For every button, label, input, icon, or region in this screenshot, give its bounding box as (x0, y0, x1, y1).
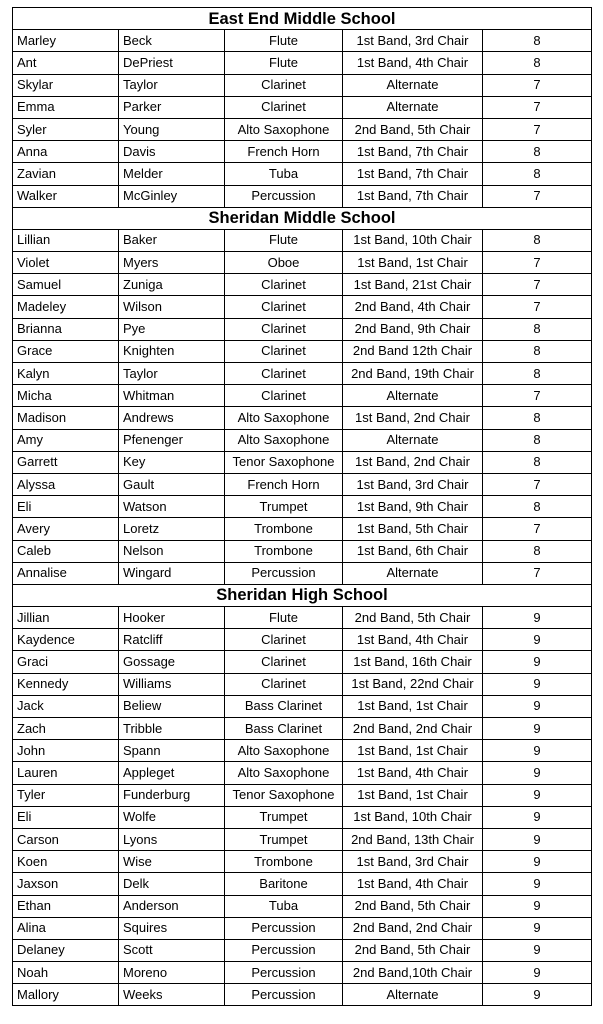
grade-cell: 9 (483, 607, 592, 629)
last-name-cell: Spann (119, 740, 225, 762)
last-name-cell: Gault (119, 473, 225, 495)
placement-cell: 1st Band, 9th Chair (343, 496, 483, 518)
placement-cell: 1st Band, 22nd Chair (343, 673, 483, 695)
table-row (13, 540, 592, 562)
table-row (13, 962, 592, 984)
grade-cell: 9 (483, 873, 592, 895)
table-row (13, 984, 592, 1006)
table-row (13, 363, 592, 385)
instrument-cell: Clarinet (225, 340, 343, 362)
table-row (13, 340, 592, 362)
placement-cell: 2nd Band, 13th Chair (343, 828, 483, 850)
placement-cell: 1st Band, 7th Chair (343, 141, 483, 163)
first-name-cell: Syler (13, 118, 119, 140)
table-row (13, 141, 592, 163)
placement-cell: 1st Band, 2nd Chair (343, 407, 483, 429)
first-name-cell: Madeley (13, 296, 119, 318)
first-name-cell: Kaydence (13, 629, 119, 651)
placement-cell: Alternate (343, 429, 483, 451)
first-name-cell: Ethan (13, 895, 119, 917)
table-row (13, 185, 592, 207)
placement-cell: 1st Band, 4th Chair (343, 52, 483, 74)
last-name-cell: Taylor (119, 74, 225, 96)
grade-cell: 7 (483, 296, 592, 318)
table-row (13, 673, 592, 695)
table-row (13, 274, 592, 296)
table-row (13, 651, 592, 673)
last-name-cell: Tribble (119, 718, 225, 740)
table-row (13, 718, 592, 740)
first-name-cell: Noah (13, 962, 119, 984)
first-name-cell: Caleb (13, 540, 119, 562)
first-name-cell: Anna (13, 141, 119, 163)
instrument-cell: Alto Saxophone (225, 740, 343, 762)
first-name-cell: Mallory (13, 984, 119, 1006)
placement-cell: 2nd Band, 9th Chair (343, 318, 483, 340)
last-name-cell: Pye (119, 318, 225, 340)
first-name-cell: Madison (13, 407, 119, 429)
placement-cell: 1st Band, 10th Chair (343, 806, 483, 828)
placement-cell: Alternate (343, 562, 483, 584)
placement-cell: Alternate (343, 96, 483, 118)
placement-cell: 1st Band, 7th Chair (343, 163, 483, 185)
table-row (13, 429, 592, 451)
instrument-cell: Flute (225, 607, 343, 629)
first-name-cell: Eli (13, 806, 119, 828)
table-row (13, 318, 592, 340)
last-name-cell: Taylor (119, 363, 225, 385)
last-name-cell: Melder (119, 163, 225, 185)
grade-cell: 9 (483, 806, 592, 828)
instrument-cell: Alto Saxophone (225, 762, 343, 784)
grade-cell: 9 (483, 629, 592, 651)
section-header-row (13, 584, 592, 606)
instrument-cell: Trumpet (225, 806, 343, 828)
instrument-cell: Percussion (225, 962, 343, 984)
section-header-row (13, 207, 592, 229)
grade-cell: 7 (483, 252, 592, 274)
first-name-cell: Zavian (13, 163, 119, 185)
last-name-cell: Moreno (119, 962, 225, 984)
table-row (13, 451, 592, 473)
instrument-cell: Clarinet (225, 74, 343, 96)
instrument-cell: Trumpet (225, 496, 343, 518)
first-name-cell: Walker (13, 185, 119, 207)
first-name-cell: Annalise (13, 562, 119, 584)
table-row (13, 296, 592, 318)
grade-cell: 7 (483, 518, 592, 540)
placement-cell: 1st Band, 16th Chair (343, 651, 483, 673)
instrument-cell: Clarinet (225, 385, 343, 407)
instrument-cell: Bass Clarinet (225, 695, 343, 717)
last-name-cell: Whitman (119, 385, 225, 407)
last-name-cell: Young (119, 118, 225, 140)
last-name-cell: Funderburg (119, 784, 225, 806)
instrument-cell: Clarinet (225, 363, 343, 385)
table-row (13, 518, 592, 540)
grade-cell: 9 (483, 984, 592, 1006)
last-name-cell: Hooker (119, 607, 225, 629)
table-row (13, 52, 592, 74)
grade-cell: 9 (483, 673, 592, 695)
instrument-cell: Alto Saxophone (225, 118, 343, 140)
table-row (13, 74, 592, 96)
instrument-cell: Alto Saxophone (225, 429, 343, 451)
placement-cell: 1st Band, 4th Chair (343, 762, 483, 784)
last-name-cell: Williams (119, 673, 225, 695)
first-name-cell: Grace (13, 340, 119, 362)
grade-cell: 8 (483, 30, 592, 52)
placement-cell: Alternate (343, 74, 483, 96)
table-row (13, 252, 592, 274)
first-name-cell: Ant (13, 52, 119, 74)
grade-cell: 9 (483, 695, 592, 717)
grade-cell: 7 (483, 118, 592, 140)
first-name-cell: Kalyn (13, 363, 119, 385)
placement-cell: 1st Band, 1st Chair (343, 252, 483, 274)
last-name-cell: Wingard (119, 562, 225, 584)
table-row (13, 873, 592, 895)
table-row (13, 473, 592, 495)
last-name-cell: Wise (119, 851, 225, 873)
grade-cell: 7 (483, 473, 592, 495)
placement-cell: 2nd Band, 5th Chair (343, 118, 483, 140)
last-name-cell: Delk (119, 873, 225, 895)
instrument-cell: French Horn (225, 141, 343, 163)
table-row (13, 30, 592, 52)
instrument-cell: Clarinet (225, 96, 343, 118)
grade-cell: 9 (483, 851, 592, 873)
grade-cell: 9 (483, 939, 592, 961)
table-row (13, 629, 592, 651)
school-heading: East End Middle School (13, 8, 592, 30)
last-name-cell: Nelson (119, 540, 225, 562)
first-name-cell: Garrett (13, 451, 119, 473)
first-name-cell: Amy (13, 429, 119, 451)
table-row (13, 562, 592, 584)
grade-cell: 9 (483, 651, 592, 673)
grade-cell: 9 (483, 895, 592, 917)
instrument-cell: Trumpet (225, 828, 343, 850)
grade-cell: 8 (483, 496, 592, 518)
placement-cell: 1st Band, 1st Chair (343, 784, 483, 806)
grade-cell: 8 (483, 540, 592, 562)
last-name-cell: Andrews (119, 407, 225, 429)
grade-cell: 9 (483, 762, 592, 784)
placement-cell: 1st Band, 1st Chair (343, 740, 483, 762)
instrument-cell: Tuba (225, 163, 343, 185)
section-header-row (13, 8, 592, 30)
placement-cell: 1st Band, 3rd Chair (343, 851, 483, 873)
grade-cell: 8 (483, 429, 592, 451)
placement-cell: 2nd Band, 2nd Chair (343, 718, 483, 740)
first-name-cell: Emma (13, 96, 119, 118)
first-name-cell: Marley (13, 30, 119, 52)
last-name-cell: Appleget (119, 762, 225, 784)
honor-band-roster-table (12, 7, 592, 1006)
instrument-cell: Clarinet (225, 296, 343, 318)
first-name-cell: Graci (13, 651, 119, 673)
table-row (13, 828, 592, 850)
table-row (13, 385, 592, 407)
grade-cell: 8 (483, 141, 592, 163)
last-name-cell: Davis (119, 141, 225, 163)
placement-cell: 2nd Band,10th Chair (343, 962, 483, 984)
first-name-cell: Lillian (13, 229, 119, 251)
placement-cell: 1st Band, 21st Chair (343, 274, 483, 296)
placement-cell: 1st Band, 4th Chair (343, 629, 483, 651)
school-heading: Sheridan High School (13, 584, 592, 606)
first-name-cell: Kennedy (13, 673, 119, 695)
grade-cell: 7 (483, 274, 592, 296)
last-name-cell: Knighten (119, 340, 225, 362)
table-row (13, 695, 592, 717)
table-row (13, 118, 592, 140)
grade-cell: 9 (483, 962, 592, 984)
first-name-cell: Lauren (13, 762, 119, 784)
table-row (13, 895, 592, 917)
grade-cell: 8 (483, 163, 592, 185)
grade-cell: 7 (483, 562, 592, 584)
first-name-cell: Delaney (13, 939, 119, 961)
table-row (13, 740, 592, 762)
instrument-cell: Percussion (225, 939, 343, 961)
first-name-cell: Eli (13, 496, 119, 518)
instrument-cell: Oboe (225, 252, 343, 274)
instrument-cell: Tuba (225, 895, 343, 917)
last-name-cell: McGinley (119, 185, 225, 207)
table-row (13, 163, 592, 185)
placement-cell: 1st Band, 2nd Chair (343, 451, 483, 473)
last-name-cell: Beliew (119, 695, 225, 717)
last-name-cell: Gossage (119, 651, 225, 673)
first-name-cell: Avery (13, 518, 119, 540)
last-name-cell: Key (119, 451, 225, 473)
grade-cell: 9 (483, 917, 592, 939)
last-name-cell: Anderson (119, 895, 225, 917)
instrument-cell: French Horn (225, 473, 343, 495)
last-name-cell: Watson (119, 496, 225, 518)
grade-cell: 8 (483, 318, 592, 340)
table-row (13, 96, 592, 118)
grade-cell: 9 (483, 784, 592, 806)
table-row (13, 851, 592, 873)
table-row (13, 496, 592, 518)
instrument-cell: Alto Saxophone (225, 407, 343, 429)
grade-cell: 8 (483, 407, 592, 429)
table-row (13, 939, 592, 961)
first-name-cell: Skylar (13, 74, 119, 96)
first-name-cell: Tyler (13, 784, 119, 806)
instrument-cell: Percussion (225, 185, 343, 207)
last-name-cell: Baker (119, 229, 225, 251)
placement-cell: 2nd Band 12th Chair (343, 340, 483, 362)
grade-cell: 9 (483, 740, 592, 762)
last-name-cell: Zuniga (119, 274, 225, 296)
grade-cell: 7 (483, 385, 592, 407)
placement-cell: Alternate (343, 385, 483, 407)
table-row (13, 229, 592, 251)
first-name-cell: Samuel (13, 274, 119, 296)
last-name-cell: Scott (119, 939, 225, 961)
instrument-cell: Flute (225, 30, 343, 52)
placement-cell: 1st Band, 6th Chair (343, 540, 483, 562)
placement-cell: 1st Band, 10th Chair (343, 229, 483, 251)
instrument-cell: Baritone (225, 873, 343, 895)
instrument-cell: Tenor Saxophone (225, 784, 343, 806)
last-name-cell: Squires (119, 917, 225, 939)
placement-cell: 2nd Band, 19th Chair (343, 363, 483, 385)
last-name-cell: Pfenenger (119, 429, 225, 451)
grade-cell: 8 (483, 340, 592, 362)
placement-cell: Alternate (343, 984, 483, 1006)
instrument-cell: Bass Clarinet (225, 718, 343, 740)
instrument-cell: Trombone (225, 540, 343, 562)
first-name-cell: John (13, 740, 119, 762)
first-name-cell: Micha (13, 385, 119, 407)
placement-cell: 2nd Band, 4th Chair (343, 296, 483, 318)
instrument-cell: Percussion (225, 562, 343, 584)
last-name-cell: Weeks (119, 984, 225, 1006)
table-row (13, 762, 592, 784)
instrument-cell: Clarinet (225, 673, 343, 695)
school-heading: Sheridan Middle School (13, 207, 592, 229)
last-name-cell: Parker (119, 96, 225, 118)
last-name-cell: Lyons (119, 828, 225, 850)
last-name-cell: Loretz (119, 518, 225, 540)
last-name-cell: DePriest (119, 52, 225, 74)
instrument-cell: Clarinet (225, 318, 343, 340)
grade-cell: 9 (483, 718, 592, 740)
first-name-cell: Jillian (13, 607, 119, 629)
grade-cell: 9 (483, 828, 592, 850)
first-name-cell: Alyssa (13, 473, 119, 495)
grade-cell: 7 (483, 185, 592, 207)
instrument-cell: Tenor Saxophone (225, 451, 343, 473)
table-row (13, 607, 592, 629)
instrument-cell: Flute (225, 52, 343, 74)
placement-cell: 2nd Band, 5th Chair (343, 607, 483, 629)
placement-cell: 1st Band, 1st Chair (343, 695, 483, 717)
first-name-cell: Brianna (13, 318, 119, 340)
instrument-cell: Flute (225, 229, 343, 251)
grade-cell: 8 (483, 451, 592, 473)
table-row (13, 407, 592, 429)
table-row (13, 784, 592, 806)
placement-cell: 2nd Band, 5th Chair (343, 895, 483, 917)
placement-cell: 2nd Band, 5th Chair (343, 939, 483, 961)
first-name-cell: Alina (13, 917, 119, 939)
placement-cell: 2nd Band, 2nd Chair (343, 917, 483, 939)
instrument-cell: Clarinet (225, 274, 343, 296)
instrument-cell: Percussion (225, 917, 343, 939)
last-name-cell: Beck (119, 30, 225, 52)
instrument-cell: Clarinet (225, 629, 343, 651)
first-name-cell: Carson (13, 828, 119, 850)
table-row (13, 806, 592, 828)
grade-cell: 7 (483, 74, 592, 96)
first-name-cell: Zach (13, 718, 119, 740)
first-name-cell: Jack (13, 695, 119, 717)
first-name-cell: Violet (13, 252, 119, 274)
last-name-cell: Ratcliff (119, 629, 225, 651)
grade-cell: 7 (483, 96, 592, 118)
last-name-cell: Wolfe (119, 806, 225, 828)
placement-cell: 1st Band, 3rd Chair (343, 473, 483, 495)
last-name-cell: Myers (119, 252, 225, 274)
last-name-cell: Wilson (119, 296, 225, 318)
instrument-cell: Percussion (225, 984, 343, 1006)
grade-cell: 8 (483, 229, 592, 251)
first-name-cell: Koen (13, 851, 119, 873)
instrument-cell: Clarinet (225, 651, 343, 673)
instrument-cell: Trombone (225, 518, 343, 540)
placement-cell: 1st Band, 7th Chair (343, 185, 483, 207)
grade-cell: 8 (483, 52, 592, 74)
instrument-cell: Trombone (225, 851, 343, 873)
placement-cell: 1st Band, 4th Chair (343, 873, 483, 895)
placement-cell: 1st Band, 3rd Chair (343, 30, 483, 52)
grade-cell: 8 (483, 363, 592, 385)
placement-cell: 1st Band, 5th Chair (343, 518, 483, 540)
first-name-cell: Jaxson (13, 873, 119, 895)
table-row (13, 917, 592, 939)
